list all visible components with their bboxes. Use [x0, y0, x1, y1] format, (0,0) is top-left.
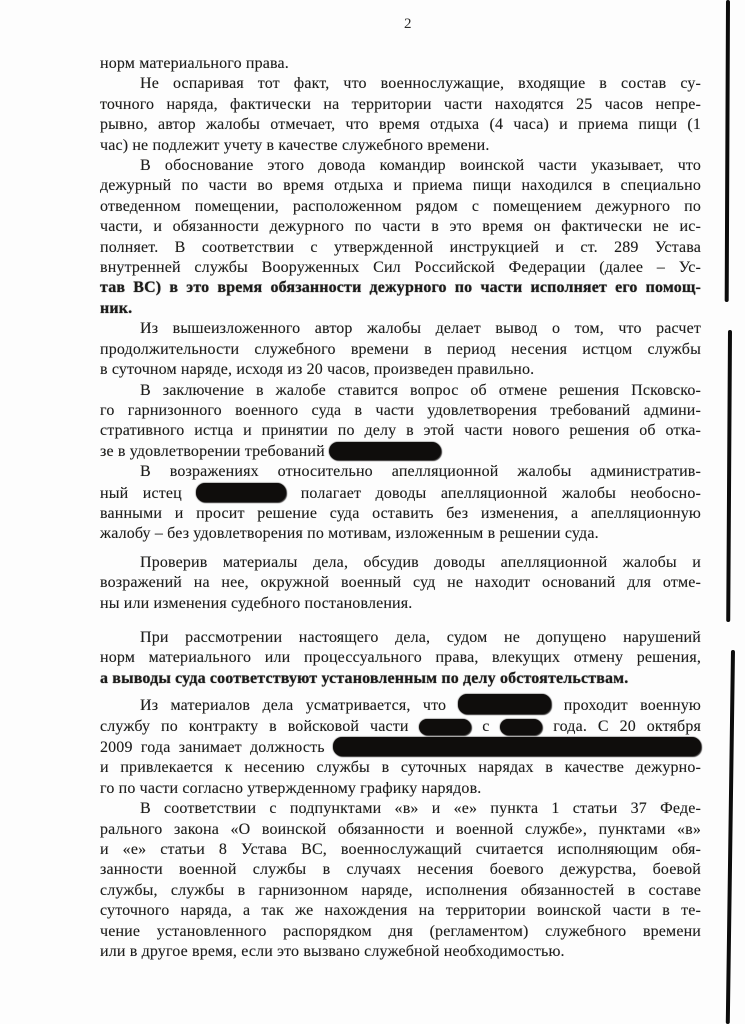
text-line	[100, 360, 701, 380]
text-line	[100, 238, 701, 258]
paragraph	[100, 319, 701, 380]
text-segment: службу по контракту в войсковой части	[100, 717, 420, 735]
page-number: 2	[404, 16, 412, 32]
text-segment: рывно, автор жалобы отмечает, что время отдыха (4 часа) и приема пищи (1	[100, 116, 701, 134]
text-line	[100, 340, 701, 360]
text-segment: го по части согласно утвержденному графику нарядов.	[100, 779, 482, 797]
text-segment: чение установленного распорядком дня (регламентом) служебного времени	[100, 922, 701, 940]
text-line	[100, 401, 701, 421]
text-segment: а выводы суда соответствуют установленным по делу обстоятельствам.	[100, 669, 629, 687]
text-segment: го гарнизонного военного суда в части удовлетворения требований админи-	[100, 401, 701, 419]
text-line	[100, 648, 701, 668]
text-line	[100, 299, 701, 319]
text-line	[100, 820, 701, 840]
text-line	[100, 483, 701, 504]
text-segment: ванными и просит решение суда оставить без изменения, а апелляционную	[100, 504, 701, 522]
text-segment: В обоснование этого довода командир воинской части указывает, что	[140, 157, 701, 175]
text-segment: При рассмотрении настоящего дела, судом не допущено нарушений	[140, 628, 701, 646]
text-line	[100, 381, 701, 401]
text-line	[100, 694, 701, 716]
text-segment: отведенном помещении, расположенном рядом с помещением дежурного по	[100, 197, 701, 215]
text-line	[100, 799, 701, 819]
text-segment: полагает доводы апелляционной жалобы необосно-	[286, 484, 701, 502]
text-segment: норм материального права.	[100, 55, 289, 72]
text-segment: Проверив материалы дела, обсудив доводы апелляционной жалобы и	[140, 553, 701, 571]
text-line	[100, 462, 701, 482]
text-line	[100, 217, 701, 237]
text-line	[100, 669, 701, 689]
paragraph	[100, 799, 701, 962]
text-segment: В возражениях относительно апелляционной жалобы административ-	[140, 463, 701, 481]
text-segment: полняет. В соответствии с утвержденной инструкцией и ст. 289 Устава	[100, 238, 701, 256]
scan-artifact-line	[725, 0, 730, 302]
text-segment: час) не подлежит учету в качестве служебного времени.	[100, 136, 490, 154]
text-segment: В соответствии с подпунктами «в» и «е» пункта 1 статьи 37 Феде-	[140, 800, 701, 818]
redaction-mark	[458, 694, 551, 714]
text-segment: занности военной службы в случаях несения боевого дежурства, боевой	[100, 861, 701, 879]
document-body	[100, 54, 701, 962]
text-line	[100, 942, 701, 962]
text-line	[100, 115, 701, 135]
text-segment: ник.	[100, 299, 133, 317]
text-segment: стративного истца и принятии по делу в этой части нового решения об отка-	[100, 422, 701, 440]
text-line	[100, 573, 701, 593]
text-line	[100, 594, 701, 614]
text-line	[100, 278, 701, 298]
text-line	[100, 54, 701, 74]
text-segment: ный истец	[100, 484, 197, 502]
text-segment: в суточном наряде, исходя из 20 часов, произведен правильно.	[100, 361, 535, 379]
redaction-mark	[333, 737, 701, 756]
paragraph	[100, 381, 701, 463]
text-segment: или в другое время, если это вызвано служебной необходимостью.	[100, 943, 565, 961]
text-segment: и «е» статьи 8 Устава ВС, военнослужащий считается исполняющим обя-	[100, 841, 701, 859]
text-segment: рального закона «О воинской обязанности и военной службе», пунктами «в»	[100, 820, 701, 838]
text-segment: 2009 года занимает должность	[100, 739, 333, 756]
redaction-mark	[196, 483, 286, 502]
text-segment: ны или изменения судебного постановления.	[100, 594, 413, 612]
text-segment: внутренней службы Вооруженных Сил Российской Федерации (далее – Ус-	[100, 259, 701, 277]
text-line	[100, 779, 701, 799]
text-line	[100, 524, 701, 544]
text-segment: службы, службы в гарнизонном наряде, исполнения обязанностей в составе	[100, 881, 701, 899]
text-segment: продолжительности служебного времени в период несения истцом службы	[100, 340, 701, 358]
text-line	[100, 319, 701, 339]
text-line	[100, 421, 701, 441]
scan-artifact-line	[726, 650, 735, 1024]
text-line	[100, 258, 701, 278]
paragraph	[100, 694, 701, 799]
text-line	[100, 860, 701, 880]
text-line	[100, 176, 701, 196]
text-line	[100, 156, 701, 176]
text-segment: проходит военную	[551, 697, 701, 715]
text-segment: Из материалов дела усматривается, что	[140, 697, 459, 715]
paragraph	[100, 628, 701, 689]
text-segment: зе в удовлетворении требований	[100, 442, 329, 460]
text-segment: норм материального или процессуального права, влекущих отмену решения,	[100, 649, 701, 667]
text-segment: возражений на нее, окружной военный суд не находит оснований для отме-	[100, 574, 701, 592]
text-line	[100, 95, 701, 115]
text-line	[100, 553, 701, 573]
text-line	[100, 442, 701, 462]
text-line	[100, 504, 701, 524]
text-line	[100, 197, 701, 217]
text-line	[100, 881, 701, 901]
paragraph	[100, 54, 701, 74]
paragraph	[100, 553, 701, 614]
text-segment: суточного наряда, а так же нахождения на территории воинской части в те-	[100, 902, 701, 920]
text-segment: В заключение в жалобе ставится вопрос об отмене решения Псковско-	[140, 381, 701, 399]
scan-artifact-line	[726, 330, 732, 622]
text-segment: года. С 20 октября	[542, 717, 701, 735]
text-line	[100, 840, 701, 860]
text-segment: точного наряда, фактически на территории части находятся 25 часов непре-	[100, 95, 701, 113]
text-line	[100, 628, 701, 648]
text-segment: дежурный по части во время отдыха и приема пищи находился в специально	[100, 177, 701, 195]
text-segment: Не оспаривая тот факт, что военнослужащие, входящие в состав су-	[140, 75, 701, 93]
redaction-mark	[500, 719, 542, 735]
paragraph	[100, 74, 701, 156]
text-segment: части, и обязанности дежурного по части в это время он фактически не ис-	[100, 218, 701, 236]
text-line	[100, 136, 701, 156]
redaction-mark	[419, 719, 471, 735]
text-segment: и привлекается к несению службы в суточных нарядах в качестве дежурно-	[100, 759, 701, 777]
text-line	[100, 737, 701, 758]
redaction-mark	[329, 442, 441, 460]
text-line	[100, 717, 701, 737]
text-line	[100, 901, 701, 921]
text-line	[100, 922, 701, 942]
text-segment: тав ВС) в это время обязанности дежурного по части исполняет его помощ-	[100, 279, 701, 297]
text-line	[100, 758, 701, 778]
text-segment: жалобу – без удовлетворения по мотивам, изложенным в решении суда.	[100, 525, 599, 543]
text-line	[100, 74, 701, 94]
paragraph	[100, 156, 701, 319]
text-segment: Из вышеизложенного автор жалобы делает вывод о том, что расчет	[140, 320, 701, 338]
paragraph	[100, 462, 701, 545]
text-segment: с	[471, 717, 501, 735]
